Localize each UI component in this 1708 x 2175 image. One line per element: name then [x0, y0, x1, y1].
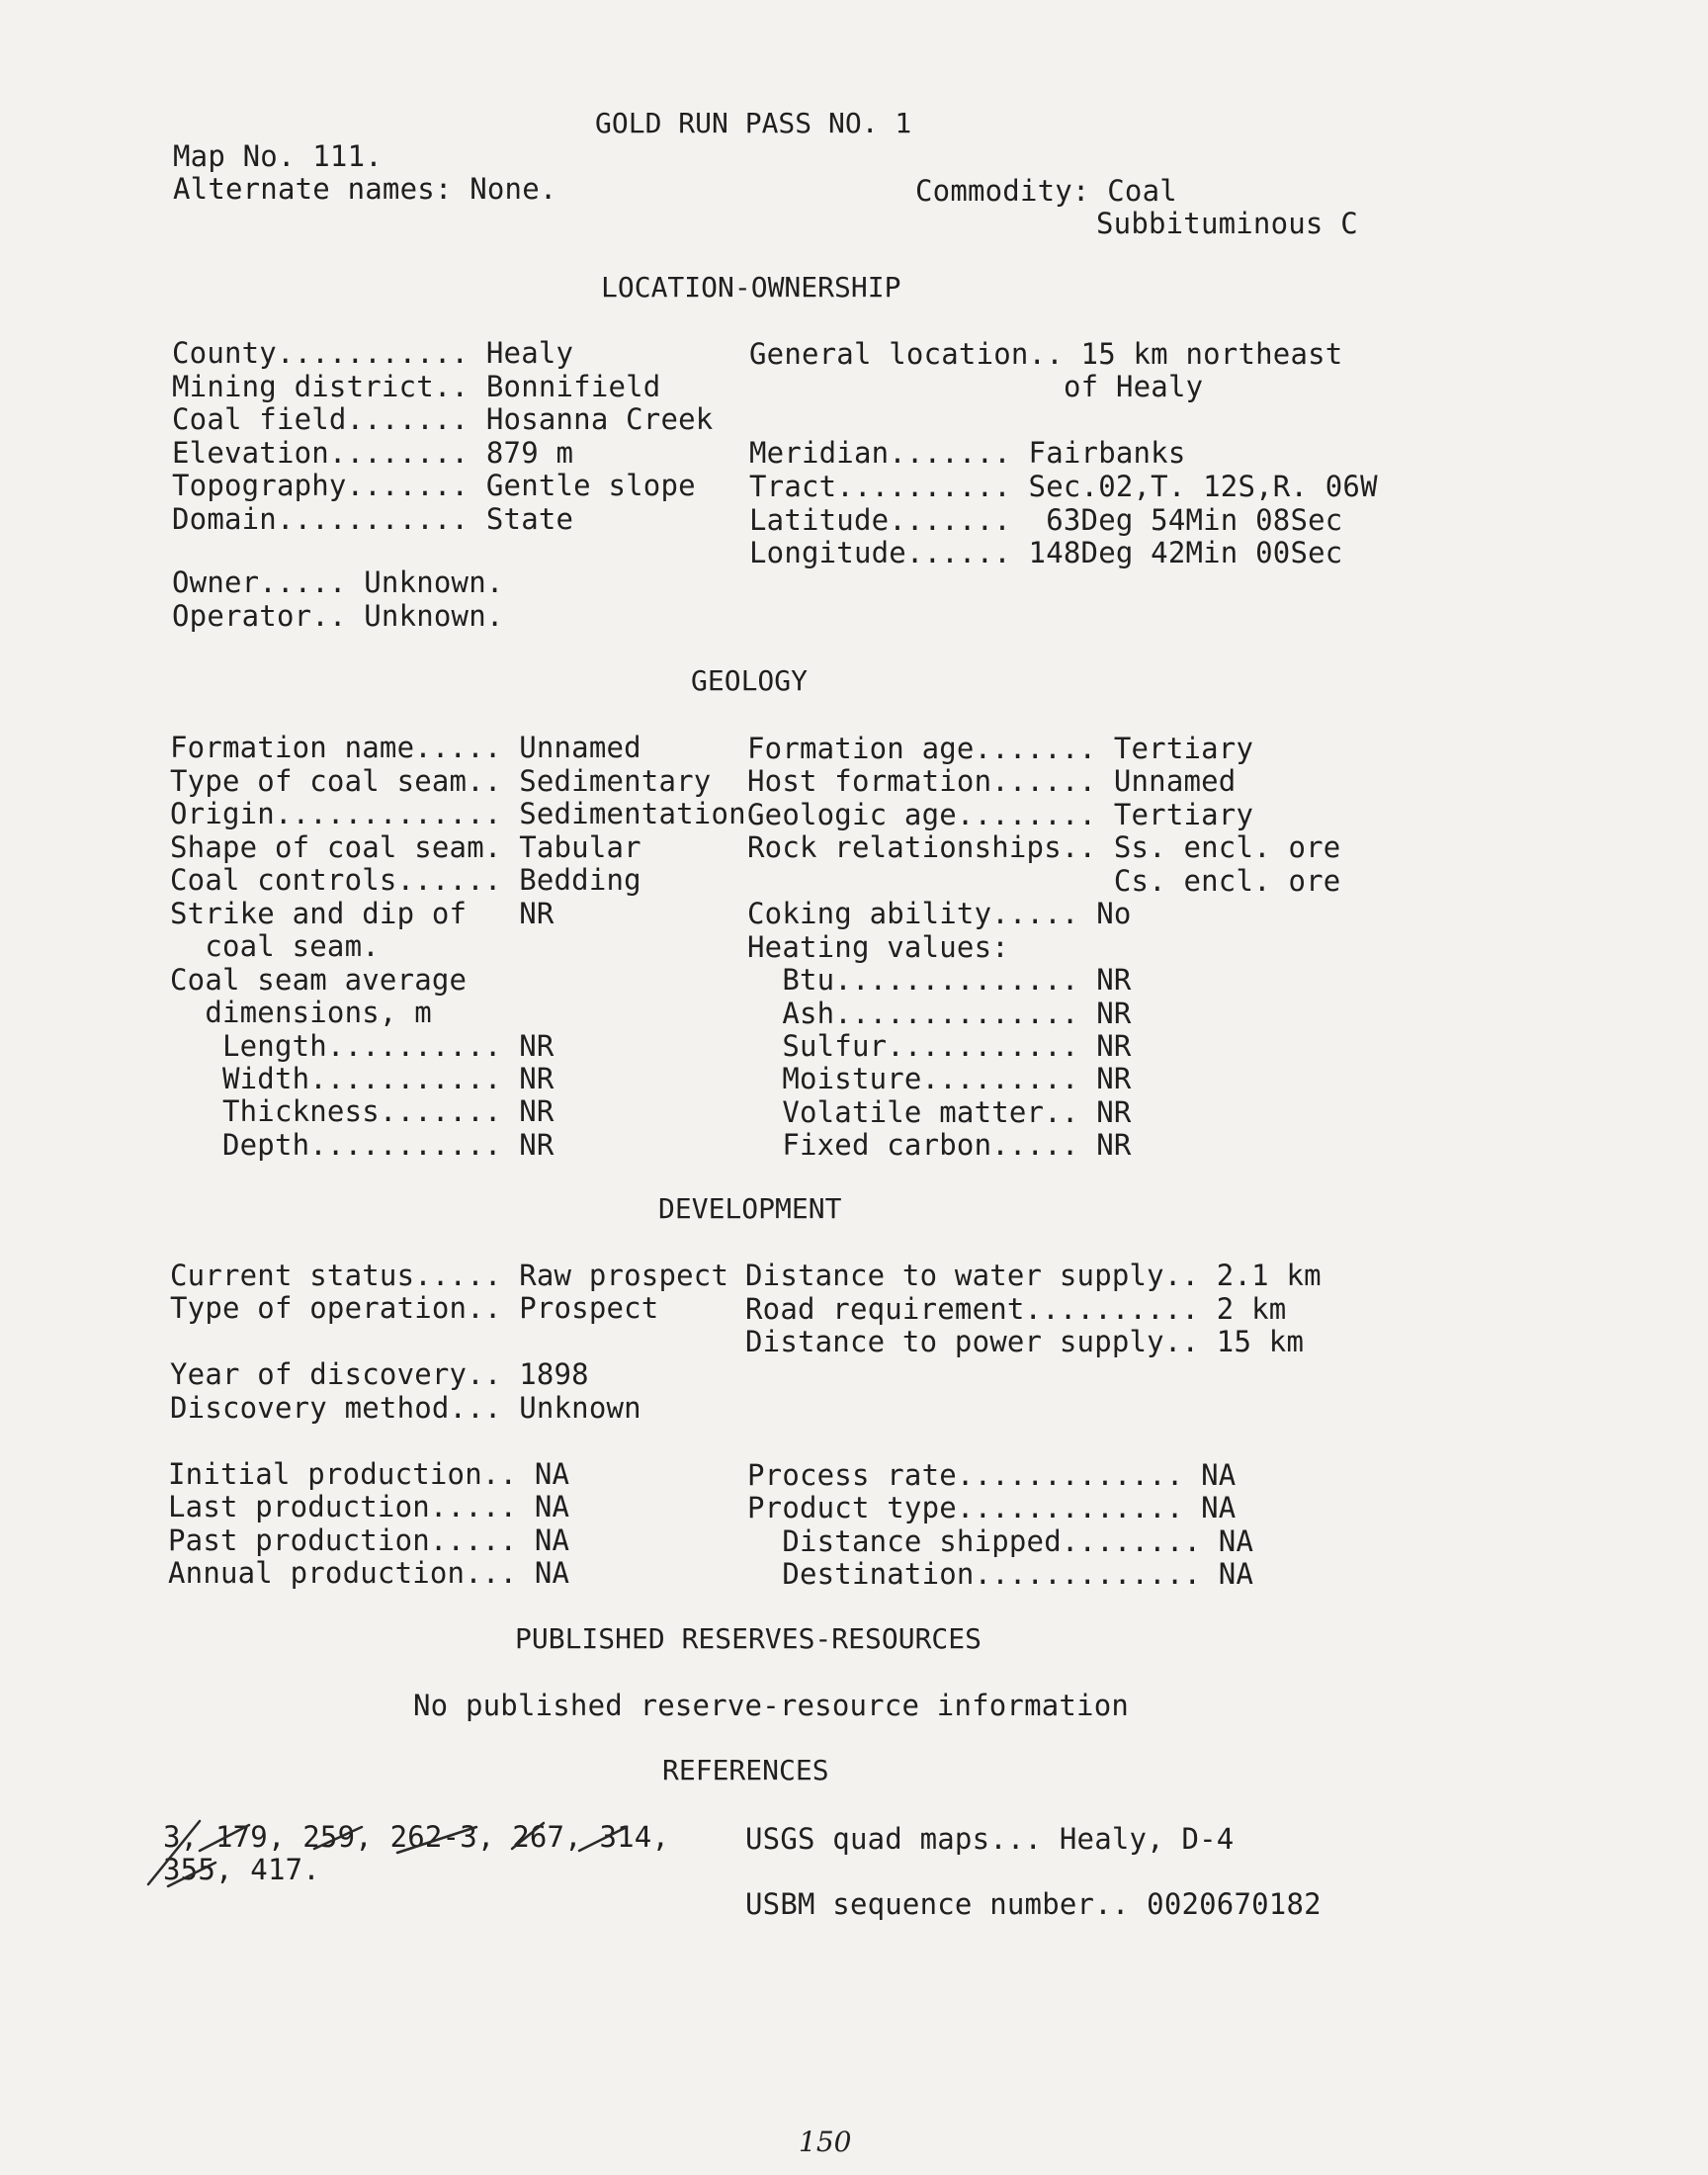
geology-left-item: Origin............. Sedimentation	[170, 797, 746, 830]
geology-left-item: Shape of coal seam. Tabular	[170, 830, 641, 864]
geology-heading: GEOLOGY	[691, 664, 809, 697]
geology-left-item: Depth........... NR	[170, 1128, 555, 1162]
geology-right-item: Rock relationships.. Ss. encl. ore	[747, 830, 1341, 864]
operator: Operator.. Unknown.	[172, 599, 504, 633]
geology-left-item: Width........... NR	[170, 1062, 555, 1095]
geology-left-item: Formation name..... Unnamed	[170, 731, 641, 764]
geology-right-item: Sulfur........... NR	[747, 1029, 1132, 1063]
location-right-item: Tract.......... Sec.02,T. 12S,R. 06W	[749, 470, 1378, 503]
geology-right-item: Formation age....... Tertiary	[747, 732, 1254, 765]
production-right-item: Distance shipped........ NA	[747, 1524, 1254, 1558]
location-heading: LOCATION-OWNERSHIP	[601, 271, 901, 304]
geology-left-item: coal seam.	[170, 929, 380, 963]
geology-right-item: Btu.............. NR	[747, 963, 1132, 997]
geology-right-item: Fixed carbon..... NR	[747, 1128, 1132, 1162]
reserves-heading: PUBLISHED RESERVES-RESOURCES	[515, 1622, 982, 1655]
commodity-detail: Subbituminous C	[1096, 207, 1358, 240]
geology-left-item: Coal seam average	[170, 963, 468, 997]
geology-right-item: Coking ability..... No	[747, 897, 1132, 930]
development-left-item: Year of discovery.. 1898	[170, 1357, 589, 1391]
location-left-item: Elevation........ 879 m	[172, 436, 574, 470]
production-right-item: Destination............. NA	[747, 1557, 1254, 1591]
development-left-item: Type of operation.. Prospect	[170, 1291, 659, 1325]
owner: Owner..... Unknown.	[172, 566, 504, 599]
geology-left-item: Coal controls...... Bedding	[170, 863, 641, 897]
usgs-quad-maps: USGS quad maps... Healy, D-4	[745, 1822, 1235, 1856]
location-right-item: Latitude....... 63Deg 54Min 08Sec	[749, 503, 1343, 537]
general-location-cont: of Healy	[1064, 370, 1204, 403]
location-left-item: Coal field....... Hosanna Creek	[172, 402, 714, 436]
geology-right-item: Heating values:	[747, 930, 1009, 964]
development-heading: DEVELOPMENT	[658, 1192, 842, 1225]
location-left-item: Domain........... State	[172, 502, 574, 536]
development-right-item: Distance to power supply.. 15 km	[745, 1325, 1305, 1358]
location-right-item: Longitude...... 148Deg 42Min 00Sec	[749, 536, 1343, 569]
map-number: Map No. 111.	[173, 139, 383, 173]
geology-right-item: Cs. encl. ore	[747, 864, 1341, 898]
development-left-item: Current status..... Raw prospect	[170, 1259, 729, 1292]
usbm-sequence-number: USBM sequence number.. 0020670182	[745, 1887, 1322, 1921]
reserves-text: No published reserve-resource information	[413, 1689, 1130, 1722]
geology-right-item: Volatile matter.. NR	[747, 1095, 1132, 1129]
commodity: Commodity: Coal	[915, 174, 1177, 208]
geology-right-item: Moisture......... NR	[747, 1062, 1132, 1095]
location-left-item: Topography....... Gentle slope	[172, 469, 696, 502]
reference-numbers-line2: 355, 417.	[163, 1853, 320, 1886]
production-right-item: Process rate............. NA	[747, 1458, 1237, 1492]
development-left-item: Discovery method... Unknown	[170, 1391, 641, 1425]
references-heading: REFERENCES	[662, 1754, 829, 1786]
production-right-item: Product type............. NA	[747, 1491, 1237, 1524]
development-right-item: Road requirement.......... 2 km	[745, 1292, 1287, 1326]
development-right-item: Distance to water supply.. 2.1 km	[745, 1259, 1322, 1292]
geology-left-item: Thickness....... NR	[170, 1094, 555, 1128]
location-left-item: County........... Healy	[172, 336, 574, 370]
location-left-item: Mining district.. Bonnifield	[172, 370, 661, 403]
general-location: General location.. 15 km northeast	[749, 337, 1343, 371]
production-left-item: Last production..... NA	[168, 1490, 570, 1523]
geology-left-item: Type of coal seam.. Sedimentary	[170, 764, 712, 798]
geology-left-item: Strike and dip of NR	[170, 897, 555, 930]
geology-left-item: dimensions, m	[170, 996, 432, 1029]
page-number: 150	[799, 2126, 852, 2158]
geology-left-item: Length.......... NR	[170, 1029, 555, 1063]
alternate-names: Alternate names: None.	[173, 172, 557, 206]
geology-right-item: Host formation...... Unnamed	[747, 764, 1237, 798]
production-left-item: Past production..... NA	[168, 1523, 570, 1557]
geology-right-item: Geologic age........ Tertiary	[747, 798, 1254, 831]
geology-right-item: Ash.............. NR	[747, 997, 1132, 1030]
production-left-item: Initial production.. NA	[168, 1457, 570, 1491]
location-right-item: Meridian....... Fairbanks	[749, 436, 1186, 470]
reference-numbers-line1: 3, 179, 259, 262-3, 267, 314,	[163, 1820, 670, 1854]
handwritten-strikeouts	[138, 1809, 672, 1898]
production-left-item: Annual production... NA	[168, 1556, 570, 1590]
record-title: GOLD RUN PASS NO. 1	[595, 107, 912, 139]
